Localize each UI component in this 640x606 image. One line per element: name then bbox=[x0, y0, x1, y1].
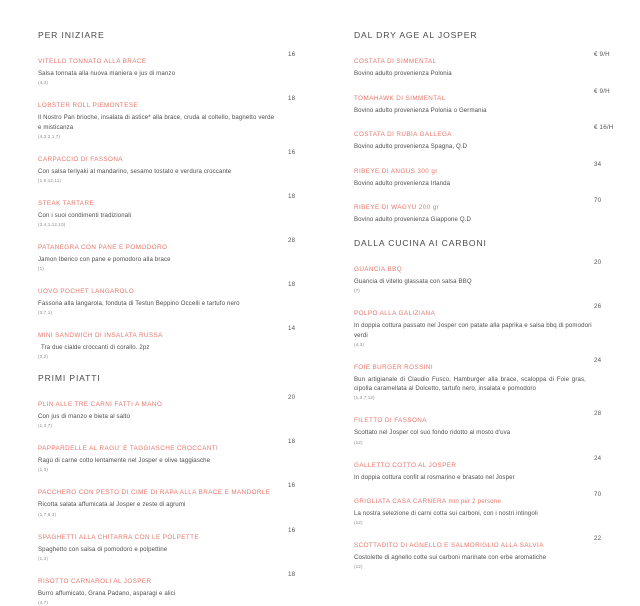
menu-item-description: Bovino adulto provenienza Spagna, Q.D bbox=[354, 143, 468, 151]
menu-item-price: 16 bbox=[288, 148, 296, 156]
menu-item-header bbox=[354, 196, 632, 214]
menu-item-allergens: (1,3,7) bbox=[38, 423, 52, 429]
menu-item-price: 20 bbox=[594, 258, 602, 266]
menu-item-header bbox=[354, 534, 632, 552]
menu-item-name: GALLETTO COTTO AL JOSPER bbox=[354, 461, 457, 469]
menu-item-description: Salsa tonnata alla nuova maniera e jus di manzo bbox=[38, 70, 176, 77]
menu-item-header bbox=[354, 409, 632, 427]
menu-item-name: RISOTTO CARNAROLI AL JOSPER bbox=[38, 577, 152, 585]
menu-item bbox=[354, 302, 632, 348]
menu-item-name: GUANCIA BBQ bbox=[354, 265, 403, 273]
menu-item-name: PATANEGRA CON PANE E POMODORO bbox=[38, 243, 168, 251]
menu-item-price: 34 bbox=[594, 160, 602, 168]
menu-item-price: 16 bbox=[288, 51, 296, 58]
menu-item bbox=[354, 409, 632, 445]
menu-item bbox=[354, 196, 632, 225]
menu-item-price: 22 bbox=[594, 535, 602, 543]
menu-item-price: 26 bbox=[594, 303, 602, 311]
menu-item-allergens: (1,7,6,3) bbox=[38, 511, 57, 517]
menu-item bbox=[354, 160, 632, 189]
menu-item-description: Fassona alla langarola, fonduta di Testun Beppino Occelli e tartufo nero bbox=[38, 300, 240, 308]
menu-item-description: Con jus di manzo e bieta al salto bbox=[38, 413, 131, 421]
menu-item-price: 18 bbox=[288, 281, 296, 289]
menu-item-price: 18 bbox=[288, 570, 296, 578]
menu-item-price: € 9/H bbox=[594, 87, 610, 95]
menu-item-name: FILETTO DI FASSONA bbox=[354, 417, 427, 425]
menu-item bbox=[354, 50, 632, 79]
menu-item-header bbox=[354, 87, 632, 105]
menu-item-name: PACCHERO CON PESTO DI CIME DI RAPA ALLA BRACE E MANDORLE bbox=[38, 489, 271, 497]
menu-item-allergens: (1,3,7,12) bbox=[354, 395, 375, 401]
menu-item-name: GRIGLIATA CASA CARNERA bbox=[354, 498, 447, 506]
menu-item bbox=[38, 148, 330, 184]
section-title: DAL DRY AGE AL JOSPER bbox=[354, 30, 478, 40]
menu-item-price: 18 bbox=[288, 192, 296, 200]
menu-item bbox=[38, 570, 330, 606]
menu-item-description: Scottato nel Josper col suo fondo ridotto al mosto d'uva bbox=[354, 429, 511, 437]
menu-item-price: 70 bbox=[594, 491, 602, 499]
menu-section bbox=[38, 373, 330, 605]
menu-item bbox=[354, 454, 632, 483]
menu-item-header bbox=[354, 356, 632, 374]
menu-item-name: MINI SANDWICH DI INSALATA RUSSA bbox=[38, 332, 163, 340]
menu-item-name: TOMAHAWK DI SIMMENTAL bbox=[354, 94, 446, 102]
menu-item-header bbox=[38, 280, 330, 298]
menu-item-header bbox=[354, 302, 632, 320]
menu-item bbox=[354, 356, 632, 402]
menu-item-allergens: (4,3,2,1,7) bbox=[38, 133, 61, 139]
menu-column-right bbox=[338, 30, 632, 570]
menu-item-description: In doppia cottura passato nel Josper con patate alla paprika e salsa bbq di pomodori verdi bbox=[354, 322, 592, 339]
menu-item bbox=[38, 280, 330, 316]
menu-item-price: 18 bbox=[288, 95, 296, 103]
menu-item-allergens: (12) bbox=[354, 520, 363, 526]
menu-section bbox=[354, 238, 632, 570]
menu-item-name: CARPACCIO DI FASSONA bbox=[38, 155, 123, 163]
menu-item bbox=[38, 50, 330, 86]
menu-item-price: 20 bbox=[288, 394, 296, 402]
menu-item-description: Bovino adulto provenienza Giappone Q.D bbox=[354, 216, 472, 224]
menu-item-price: 14 bbox=[288, 325, 296, 333]
menu-item-header bbox=[38, 50, 330, 68]
menu-item-description: Ricotta salata affumicata al Josper e zeste di agrumi bbox=[38, 501, 186, 509]
menu-item-description: Con salsa teriyaki al mandarino, sesamo tostato e verdura croccante bbox=[38, 167, 232, 175]
menu-item-header bbox=[38, 481, 330, 499]
menu-item bbox=[38, 481, 330, 517]
menu-item-allergens: (1,6,12,11) bbox=[38, 177, 61, 183]
menu-item bbox=[38, 437, 330, 473]
menu-item-price: 24 bbox=[594, 356, 602, 364]
menu-item bbox=[38, 526, 330, 562]
menu-item bbox=[38, 324, 330, 360]
menu-item-description: In doppia cottura confit al rosmarino e brasato nel Josper bbox=[354, 473, 515, 481]
menu-item-description: Bovino adulto provenienza Irlanda bbox=[354, 179, 451, 187]
menu-item-header bbox=[38, 526, 330, 544]
menu-column-left bbox=[38, 30, 338, 605]
menu-item-name: UOVO POCHET LANGAROLO bbox=[38, 288, 135, 296]
menu-item bbox=[38, 192, 330, 228]
menu-item-description: Guancia di vitello glassata con salsa BBQ bbox=[354, 277, 472, 285]
menu-item-header bbox=[354, 454, 632, 472]
menu-item-description: La nostra selezione di carni cotta sui carboni, con i nostri intingoli bbox=[354, 510, 538, 518]
menu-item-price: 24 bbox=[594, 454, 602, 462]
menu-item-allergens: (7) bbox=[354, 288, 360, 294]
menu-item-price: 16 bbox=[288, 482, 296, 490]
menu-item-header bbox=[354, 160, 632, 178]
section-title: PRIMI PIATTI bbox=[38, 373, 101, 384]
menu-item-description: Con i suoi condimenti tradizionali bbox=[38, 211, 132, 219]
menu-item-description: Bovino adulto provenienza Polonia o Germania bbox=[354, 106, 487, 114]
menu-item bbox=[38, 393, 330, 429]
menu-item-header bbox=[354, 258, 632, 276]
menu-item-header bbox=[38, 570, 330, 588]
section-title: PER INIZIARE bbox=[38, 30, 105, 40]
section-title: DALLA CUCINA AI CARBONI bbox=[354, 237, 487, 248]
menu-item-description: Tra due cialde croccanti di corallo. 2pz bbox=[41, 344, 150, 352]
menu-item-name: SPAGHETTI ALLA CHITARRA CON LE POLPETTE bbox=[38, 533, 200, 541]
menu-item-header bbox=[354, 50, 632, 68]
menu-item-header bbox=[354, 490, 632, 508]
menu-item-header bbox=[38, 94, 330, 112]
menu-item-name: COSTATA DI RUBIA GALLEGA bbox=[354, 131, 452, 139]
menu-item bbox=[354, 123, 632, 152]
menu-item bbox=[354, 534, 632, 570]
menu-item-allergens: (3,2) bbox=[38, 354, 48, 360]
menu-item bbox=[38, 94, 330, 140]
menu-item-allergens: (12) bbox=[354, 564, 363, 570]
menu-item-price: € 9/H bbox=[594, 51, 610, 58]
menu-item-name: COSTATA DI SIMMENTAL bbox=[354, 58, 437, 65]
menu-item-name: SCOTTADITO DI AGNELLO E SALMORIGLIO ALLA SALVIA bbox=[354, 542, 544, 550]
menu-item-price: 70 bbox=[594, 197, 602, 205]
menu-item-name: VITELLO TONNATO ALLA BRACE bbox=[38, 58, 147, 65]
menu-section bbox=[354, 30, 632, 225]
menu-item-name: RIBEYE DI ANGUS 300 gr bbox=[354, 167, 438, 175]
menu-item-header bbox=[354, 123, 632, 141]
menu-item-description: Spaghetto con salsa di pomodoro e polpettine bbox=[38, 545, 168, 553]
menu-item-description: Jamon Iberico con pane e pomodoro alla brace bbox=[38, 255, 171, 263]
menu-item-description: Burro affumicato, Grana Padano, asparagi e alici bbox=[38, 589, 176, 597]
menu-item-name: LOBSTER ROLL PIEMONTESE bbox=[38, 102, 139, 110]
menu-item-description: Ragù di carne cotto lentamente nel Josper e olive taggiasche bbox=[38, 457, 211, 465]
menu-item-allergens: (3,7,1) bbox=[38, 310, 52, 316]
menu-item-header bbox=[38, 192, 330, 210]
menu-item-header bbox=[38, 393, 330, 411]
menu-item-allergens: (1) bbox=[38, 266, 44, 272]
menu-item-allergens: (12) bbox=[354, 439, 363, 445]
menu-section bbox=[38, 30, 330, 360]
menu-item-description: Costolette di agnello cotte sui carboni marinate con erbe aromatiche bbox=[354, 554, 547, 562]
menu-item-allergens: (3,4,1,12,10) bbox=[38, 221, 66, 227]
menu-item-name: FOIE BURGER ROSSINI bbox=[354, 363, 434, 371]
menu-item-name: PLIN ALLE TRE CARNI FATTI A MANO bbox=[38, 401, 163, 409]
menu-item-price: 28 bbox=[288, 236, 296, 244]
menu-item-allergens: (4,7) bbox=[38, 599, 48, 605]
menu-item-header bbox=[38, 324, 330, 342]
menu-item-allergens: (4,3) bbox=[38, 80, 48, 86]
menu-item bbox=[38, 236, 330, 272]
menu-item bbox=[354, 258, 632, 294]
menu-item-name: RIBEYE DI WAGYU 200 gr bbox=[354, 204, 440, 212]
menu-item-name: STEAK TARTARE bbox=[38, 199, 95, 207]
menu-item-description: Bovino adulto provenienza Polonia bbox=[354, 70, 452, 77]
menu-item-header bbox=[38, 148, 330, 166]
menu-item-name: POLPO ALLA GALIZIANA bbox=[354, 310, 436, 318]
menu-item bbox=[354, 87, 632, 116]
menu-item-price: 16 bbox=[288, 526, 296, 534]
menu-item-header bbox=[38, 236, 330, 254]
menu-item-name: PAPPARDELLE AL RAGU' E TAGGIASCHE CROCCANTI bbox=[38, 445, 219, 453]
menu-item-allergens: (1,3) bbox=[38, 555, 48, 561]
menu-item-price: 28 bbox=[594, 410, 602, 418]
menu-item-price: € 16/H bbox=[594, 124, 614, 132]
menu-item-description: Bun artigianale di Claudio Fusco, Hamburger alla brace, scaloppa di Foie gras, cipolla caramellata al Dolcetto, tartufo nero, insalata e pomodoro bbox=[354, 375, 586, 393]
menu-item-name-suffix: min per 2 persone bbox=[446, 498, 502, 506]
menu-item-allergens: (1,3) bbox=[38, 467, 48, 473]
menu-item-price: 18 bbox=[288, 438, 296, 446]
menu-item-allergens: (4,3) bbox=[354, 341, 364, 347]
menu-item-description: Il Nostro Pan brioche, insalata di astice* alla brace, cruda al coltello, bagnetto verde e misticanza bbox=[38, 114, 275, 131]
menu-item bbox=[354, 490, 632, 526]
